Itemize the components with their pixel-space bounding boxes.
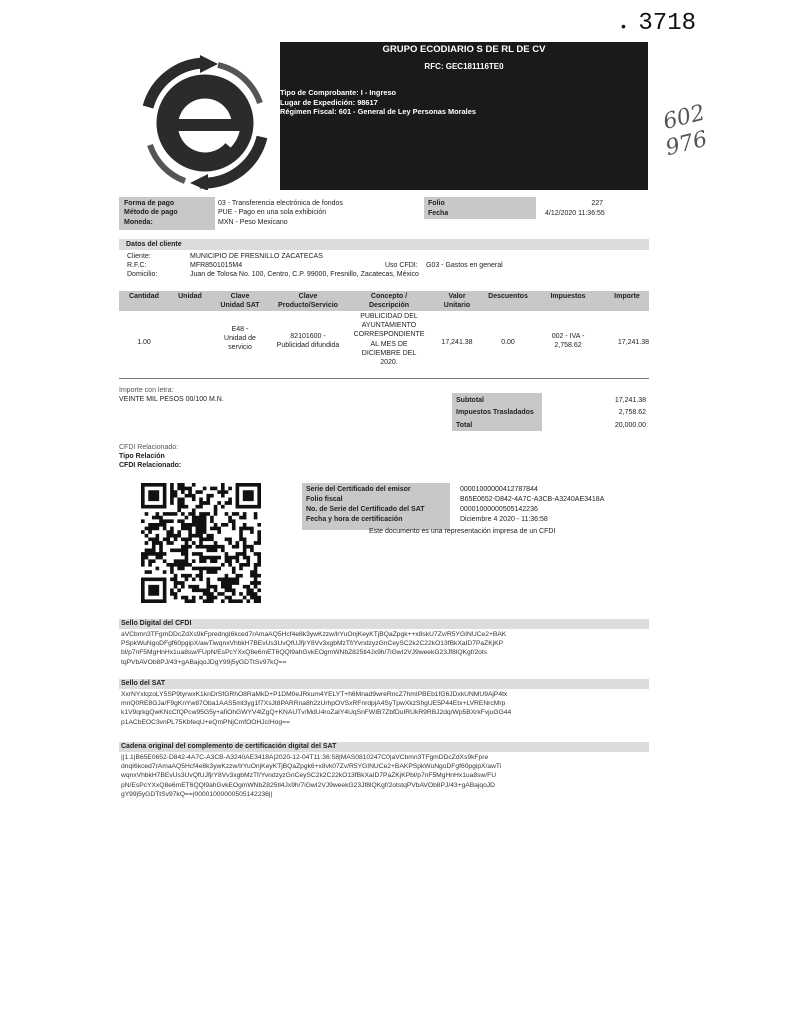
row-concepto-line5: DICIEMBRE DEL [361,349,417,357]
row-clave-producto-line1: 82101600 - [290,333,326,340]
uso-cfdi-label: Uso CFDI: [385,262,418,269]
qr-code-icon [141,483,261,603]
cfdi-relacionado-label: CFDI Relacionado: [119,462,182,469]
serie-sat-value: 00001000000505142236 [460,506,538,513]
metodo-pago-value: PUE - Pago en una sola exhibición [218,209,327,216]
cliente-label: Cliente: [127,253,151,260]
sello-sat-line: XxrNYxlqzoLY5SP9tyrwxK1knDrSfGRhO8RaMkD+P1DM0eJRkum4YELYT+h6Mnad9wreRncZ7hmIPBEb1fG6JDxkUNMU9AjP4tx [121,691,508,698]
row-clave-unidad-line2: Unidad de [224,335,256,343]
col-clave-producto-line2: Producto/Servicio [278,302,338,310]
col-valor-unitario-line1: Valor [448,293,466,300]
sello-cfdi-line: bl/p7nF5MgHnHx1ua8sw/FUpN/EsPcYXxQ8e6mET6QQl9ahGvkEOgmWNbZ825tl4Jx9h/7iGwI2VJ9weekG23Jf8lQKgf/2ots [121,649,488,657]
row-impuestos [538,332,598,350]
sello-sat-line: k1V9qrkgQwKNcCfQPcw95G5y+afiOhGWYV4lZgQ+KNAUTv/MdU4roZaIY4UqSnFWIB7ZbfDuIRUkR9RBJ2dq/Wp5BXrkFvjuGG44 [121,709,512,717]
handwritten-line-1: 602 [660,100,708,135]
handwritten-note [661,91,756,178]
row-clave-producto [266,332,350,350]
col-concepto-line2: Descripción [368,302,410,310]
subtotal-value: 17,241.38 [614,397,646,404]
fecha-cert-value: Diciembre 4 2020 - 11:36:58 [460,516,548,523]
col-clave-unidad-line1: Clave [230,293,250,300]
cadena-line: wqnxVhbkH7BEvUs3UvQfUJfjrY8Vv3xgbMzTf/YvndzyzGnCeySC2k2C22kO13fBkXaID7PaZKjKPbl/p7nF5MgHnHx1ua8sw/FU [121,772,497,780]
col-cantidad: Cantidad [129,293,159,300]
col-valor-unitario [432,292,482,310]
fecha-label: Fecha [428,210,449,217]
row-concepto-line4: AL MES DE [370,340,408,348]
importe-letra-value: VEINTE MIL PESOS 00/100 M.N. [119,396,224,403]
cadena-line: pN/EsPcYXxQ8e6mET6QQl9ahGvkEOgmWNbZ825tl4Jx9h/7iGwI2VJ9weekG23Jf8lQKgf/2otstqPVbAVOb8PJ/43+gABajqoJD [121,781,495,789]
rfc-value: MFR8501015M4 [190,262,243,269]
rfc-label: R.F.C: [127,262,147,269]
folio-fiscal-label: Folio fiscal [306,496,343,503]
moneda-label: Moneda: [124,219,153,226]
scan-page-number: 3718 [638,10,696,37]
domicilio-label: Domicilio: [127,271,158,278]
qr-finder-pattern [236,483,261,508]
metodo-pago-label: Método de pago [124,209,178,216]
sello-cfdi-text [121,630,649,667]
cadena-line: dnqI6kced7rAmaAQ5Hcf4e8k3ywKzzw/lrYuOnjKeyKTjBQaZpgk6+x8vk07Zv/R5YGINUCe2+BAKPSpkWuNgoDFgf60pgipX/awTi [121,763,502,771]
qr-finder-pattern [141,578,166,603]
qr-finder-pattern [141,483,166,508]
sello-sat-bar [119,679,649,689]
handwritten-line-2: 976 [663,127,711,162]
cliente-value: MUNICIPIO DE FRESNILLO ZACATECAS [190,253,323,260]
sello-cfdi-title: Sello Digital del CFDI [121,620,192,627]
row-clave-producto-line2: Publicidad difundida [276,342,340,350]
row-clave-unidad [214,325,266,353]
row-concepto [350,312,428,367]
col-valor-unitario-line2: Unitario [443,302,471,310]
serie-emisor-label: Serie del Certificado del emisor [306,486,411,493]
sello-sat-text [121,690,649,727]
fecha-cert-label: Fecha y hora de certificación [306,516,403,523]
cfdi-representation-note: Este documento es una representación impresa de un CFDI [369,528,556,535]
ecodiario-logo-icon [130,55,280,190]
row-cantidad: 1.00 [137,339,151,346]
sello-cfdi-line: aVCbmn3TFgmDDcZdXs9kFpredngI6kced7rAmaAQ5Hcf4e8k3ywKzzw/lrYuOnjKeyKTjBQaZpgk++x8skU7Zv/R5YGINUCe2+BAK [121,631,507,638]
row-impuestos-line2: 2,758.62 [554,342,582,350]
col-unidad: Unidad [178,293,202,300]
folio-value: 227 [591,200,603,207]
col-impuestos: Impuestos [550,293,586,300]
row-valor-unitario: 17,241.38 [441,339,473,346]
row-impuestos-line1: 002 - IVA - [551,333,585,340]
issuer-name: GRUPO ECODIARIO S DE RL DE CV [382,44,546,55]
client-section-title: Datos del cliente [126,241,182,248]
issuer-rfc: RFC: GEC181116TE0 [424,62,504,71]
col-importe: Importe [614,293,640,300]
row-descuentos: 0.00 [501,339,515,346]
cadena-text [121,753,649,799]
col-descuentos: Descuentos [488,293,528,300]
row-concepto-line3: CORRESPONDIENTE [353,331,425,339]
row-clave-unidad-line1: E48 - [231,326,249,333]
client-section-bar [119,239,649,250]
row-importe: 17,241.38 [617,339,649,346]
sello-sat-title: Sello del SAT [121,680,166,687]
importe-letra-label: Importe con letra: [119,387,174,394]
col-clave-producto [266,292,350,310]
tipo-relacion-label: Tipo Relación [119,453,165,460]
serie-sat-label: No. de Serie del Certificado del SAT [306,506,425,513]
row-concepto-line2: AYUNTAMIENTO [361,322,417,330]
issuer-detail-lugar: Lugar de Expedición: 98617 [280,97,378,107]
forma-pago-value: 03 - Transferencia electrónica de fondos [218,200,343,207]
scan-dot: • [621,18,626,34]
col-clave-unidad [214,292,266,310]
cfdi-relacionado-title: CFDI Relacionado: [119,444,179,451]
row-clave-unidad-line3: servicio [228,344,252,352]
folio-label: Folio [428,200,445,207]
impuestos-trasladados-value: 2,758.62 [618,409,646,416]
impuestos-trasladados-label: Impuestos Trasladados [456,409,534,416]
row-concepto-line6: 2020. [380,359,398,367]
issuer-detail-tipo: Tipo de Comprobante: I - Ingreso [280,88,397,97]
issuer-details [280,88,476,117]
issuer-header [280,42,648,190]
issuer-detail-regimen: Régimen Fiscal: 601 - General de Ley Personas Morales [280,107,476,117]
col-concepto [350,292,428,310]
sello-cfdi-line: PSpkWuNgoDFgf60pgipX/awTiwqnxVhbkH7BEvUs3UvQfUJfjrY8Vv3xgbMzTf/YvndzyzGnCeySC2k2C22kO13fBkXaID7PaZKjKP [121,640,504,648]
sello-cfdi-bar [119,619,649,629]
col-clave-producto-line1: Clave [298,293,318,300]
forma-pago-label: Forma de pago [124,200,175,207]
moneda-value: MXN - Peso Mexicano [218,219,288,226]
domicilio-value: Juan de Tolosa No. 100, Centro, C.P. 99000, Fresnillo, Zacatecas, México [190,271,419,278]
total-label: Total [456,422,473,429]
sello-sat-line: p1ACbEOC3vnPL75KbfeqU+eQmPNjCmfOOHJcIHog== [121,718,290,726]
uso-cfdi-value: G03 - Gastos en general [426,262,503,269]
serie-emisor-value: 00001000000412787844 [460,486,538,493]
sello-cfdi-line: tqPVbAVOb8PJ/43+gABajqoJDgY99j5yGDTtSv97kQ== [121,658,287,666]
sello-sat-line: mnQ0RE8GJa/F9gKnYw87Oba1AAS5mt3yg1f7XsJt8PARRna8h2zUrhpOVSxRFnrdpjA4SyTpwXkzShgUE5P44Etx+LVRENrcMrp [121,700,506,708]
folio-fiscal-value: B65E0652-D842-4A7C-A3CB-A3240AE3418A [460,496,605,503]
cadena-line: gY99j5yGDTtSv97kQ==|00001000000505142236|| [121,790,273,798]
fecha-value: 4/12/2020 11:36:55 [545,210,605,217]
col-clave-unidad-line2: Unidad SAT [220,302,260,310]
row-concepto-line1: PUBLICIDAD DEL [360,313,418,320]
subtotal-label: Subtotal [456,397,484,404]
total-value: 20,000.00 [614,422,646,429]
items-bottom-rule [119,378,649,379]
cadena-title: Cadena original del complemento de certificación digital del SAT [121,743,337,750]
col-concepto-line1: Concepto / [370,293,408,300]
cadena-line: ||1.1|B65E0652-D842-4A7C-A3CB-A3240AE3418A|2020-12-04T11:36:58|MAS0810247C0|aVCbmn3TFgmDDcZdXs9kFpre [121,754,489,761]
